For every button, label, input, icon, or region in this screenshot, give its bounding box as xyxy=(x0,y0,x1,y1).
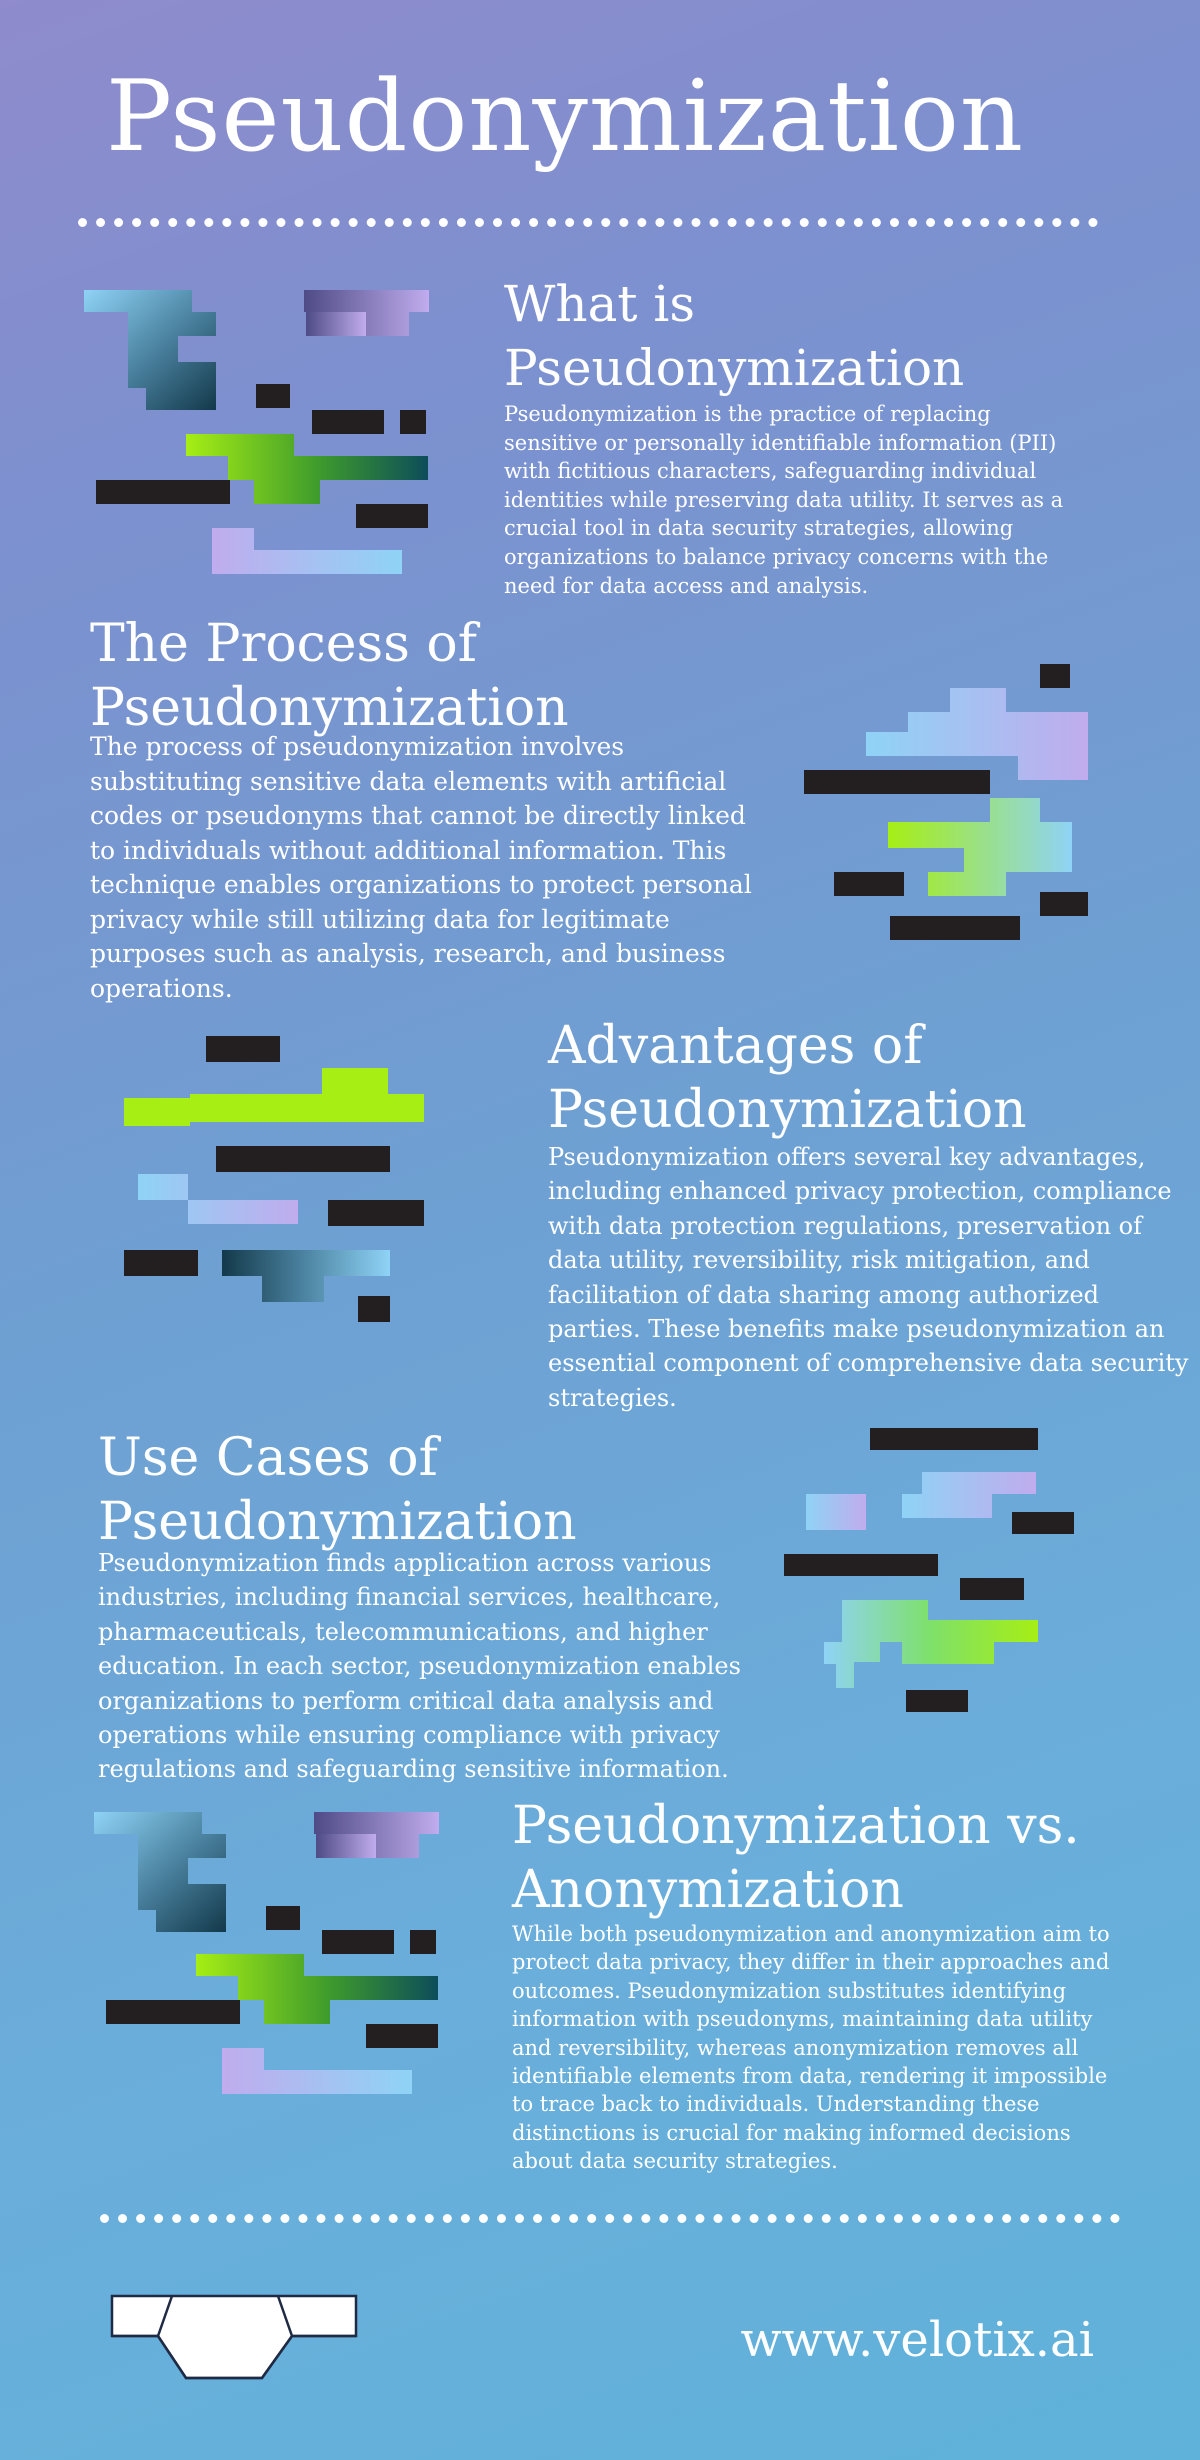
section-heading xyxy=(512,1794,1172,1922)
section-heading-line: Pseudonymization xyxy=(98,1492,577,1552)
top-divider xyxy=(78,218,1098,227)
section-heading xyxy=(90,612,730,740)
website-link[interactable]: www.velotix.ai xyxy=(740,2312,1094,2368)
pixel-blocks-illustration xyxy=(800,660,1100,950)
section-heading xyxy=(98,1426,738,1554)
section-heading-line: Pseudonymization xyxy=(548,1080,1027,1140)
pixel-block xyxy=(222,2048,412,2094)
section-heading-line: Advantages of xyxy=(548,1016,923,1076)
section-heading-line: Use Cases of xyxy=(98,1428,438,1488)
pixel-block xyxy=(212,528,402,574)
section-heading xyxy=(504,272,1144,400)
pixel-block xyxy=(356,504,428,528)
pixel-block xyxy=(206,1036,280,1062)
pixel-block xyxy=(870,1428,1038,1450)
pixel-block xyxy=(124,1068,424,1126)
pixel-block xyxy=(266,1906,300,1930)
pixel-block xyxy=(106,2000,240,2024)
section-heading-line: What is xyxy=(504,275,696,333)
pixel-blocks-illustration xyxy=(84,290,434,580)
section-body: Pseudonymization is the practice of replacing sensitive or personally identifiable information (PII) with fictitious characters, safeguarding individual identities while preserving data utility. It serves as a crucial tool in data security strategies, allowing organizations to balance privacy concerns with the need for data access and analysis. xyxy=(504,402,1064,598)
pixel-block xyxy=(222,1250,390,1302)
section-heading-line: Pseudonymization xyxy=(504,339,965,397)
pixel-block xyxy=(322,1930,394,1954)
section-body: While both pseudonymization and anonymization aim to protect data privacy, they differ in their approaches and outcomes. Pseudonymization substitutes identifying information with pseudonyms, maintaining data utility and reversibility, whereas anonymization removes all identifiable elements from data, rendering it impossible to trace back to individuals. Understanding these distinctions is crucial for making informed decisions about data security strategies. xyxy=(512,1922,1110,2174)
pixel-block xyxy=(358,1296,390,1322)
pixel-block xyxy=(906,1690,968,1712)
pixel-block xyxy=(824,1600,1038,1688)
pixel-block xyxy=(1040,664,1070,688)
pixel-block xyxy=(256,384,290,408)
pixel-block xyxy=(216,1146,390,1172)
pixel-block xyxy=(316,1834,376,1858)
pixel-block xyxy=(902,1472,1036,1518)
pixel-block xyxy=(1012,1512,1074,1534)
pixel-block xyxy=(312,410,384,434)
velotix-logo-icon xyxy=(110,2292,360,2382)
section-heading-line: The Process of xyxy=(90,614,477,674)
pixel-block xyxy=(960,1578,1024,1600)
pixel-block xyxy=(804,770,990,794)
pixel-block xyxy=(410,1930,436,1954)
pixel-block xyxy=(138,1174,298,1224)
pixel-block xyxy=(124,1250,198,1276)
pixel-block xyxy=(888,798,1072,896)
section-body: The process of pseudonymization involves substituting sensitive data elements with artificial codes or pseudonyms that cannot be directly linked to individuals without additional information. This technique enables organizations to protect personal privacy while still utilizing data for legitimate purposes such as analysis, research, and business operations. xyxy=(90,732,752,1003)
pixel-block xyxy=(834,872,904,896)
pixel-block xyxy=(96,480,230,504)
pixel-block xyxy=(366,2024,438,2048)
pixel-block xyxy=(890,916,1020,940)
section-heading xyxy=(548,1014,1188,1142)
pixel-block xyxy=(84,290,216,410)
pixel-block xyxy=(328,1200,424,1226)
pixel-blocks-illustration xyxy=(780,1424,1090,1719)
pixel-block xyxy=(1040,892,1088,916)
pixel-block xyxy=(400,410,426,434)
pixel-block xyxy=(784,1554,938,1576)
section-heading-line: Pseudonymization xyxy=(90,678,569,738)
pixel-blocks-illustration xyxy=(118,1030,438,1330)
page-title: Pseudonymization xyxy=(105,60,1025,174)
pixel-block xyxy=(866,688,1088,780)
section-body: Pseudonymization finds application across various industries, including financial services, healthcare, pharmaceuticals, telecommunications, and higher education. In each sector, pseudonymization enables organizations to perform critical data analysis and operations while ensuring compliance with privacy regulations and safeguarding sensitive information. xyxy=(98,1549,741,1784)
bottom-divider xyxy=(100,2214,1120,2223)
section-heading-line: Anonymization xyxy=(512,1860,904,1920)
section-heading-line: Pseudonymization vs. xyxy=(512,1796,1080,1856)
pixel-block xyxy=(806,1494,866,1530)
pixel-blocks-illustration xyxy=(94,1812,444,2102)
section-body: Pseudonymization offers several key advantages, including enhanced privacy protection, compliance with data protection regulations, preservation of data utility, reversibility, risk mitigation, and facilitation of data sharing among authorized parties. These benefits make pseudonymization an essential component of comprehensive data security strategies. xyxy=(548,1143,1189,1412)
pixel-block xyxy=(306,312,366,336)
pixel-block xyxy=(94,1812,226,1932)
